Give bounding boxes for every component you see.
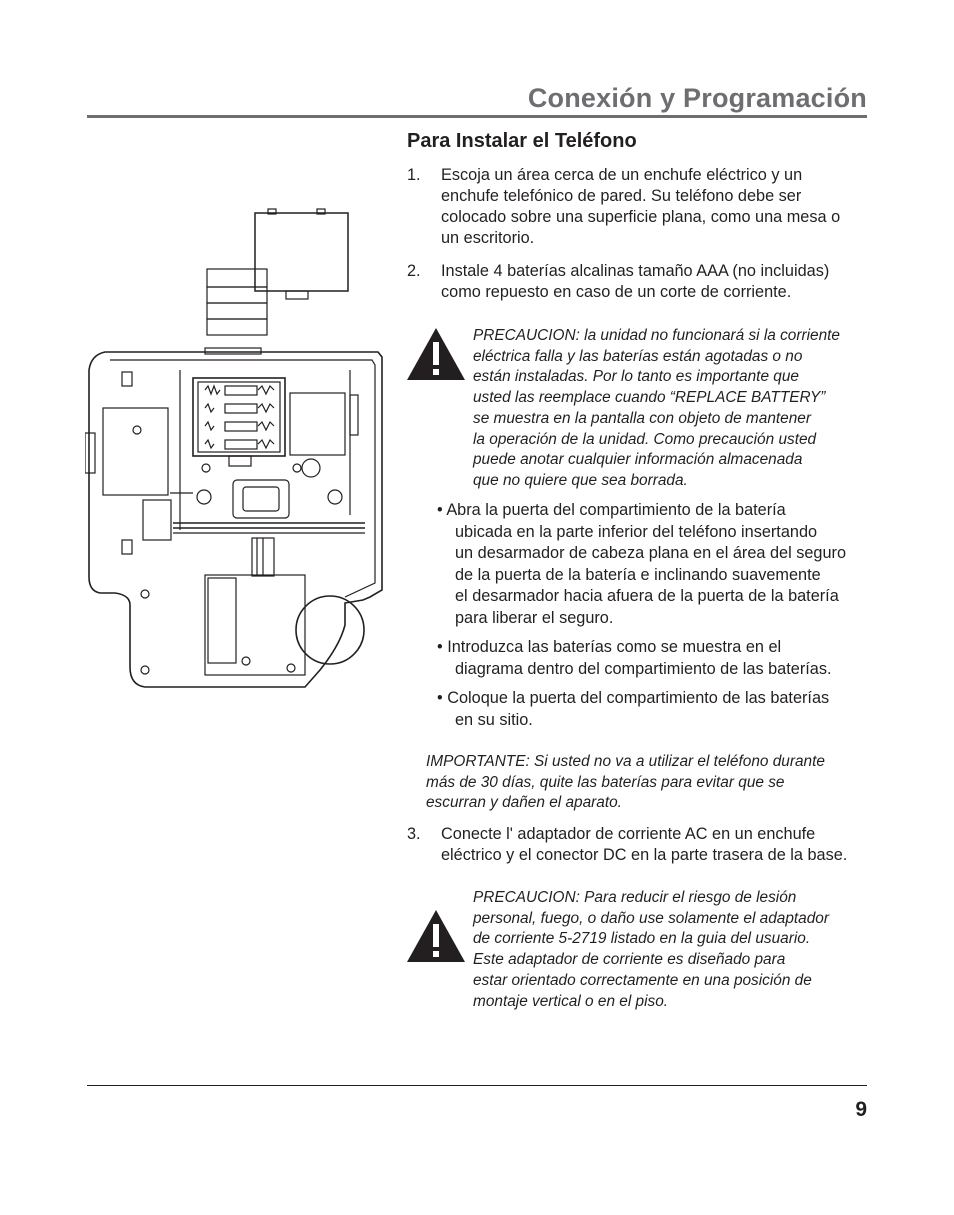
caution-line: usted las reemplace cuando “REPLACE BATTERY” (473, 389, 826, 407)
important-note (426, 752, 825, 814)
battery-compartment (193, 378, 285, 456)
caution-line: PRECAUCION: Para reducir el riesgo de lesión (473, 889, 797, 906)
step-line: un escritorio. (441, 229, 535, 247)
caution-line: estar orientado correctamente en una posición de (473, 971, 812, 989)
important-line: escurran y dañen el aparato. (426, 794, 622, 812)
step-line: enchufe telefónico de pared. Su teléfono debe ser (441, 187, 802, 205)
caution-line: la operación de la unidad. Como precaución usted (473, 430, 817, 448)
bullet-line: • Introduzca las baterías como se muestra en el (437, 638, 782, 656)
bullet-3 (437, 688, 829, 731)
important-line: más de 30 días, quite las baterías para evitar que se (426, 773, 785, 791)
caution-line: montaje vertical o en el piso. (473, 992, 669, 1010)
caution-line: personal, fuego, o daño use solamente el adaptador (473, 909, 829, 927)
caution-line: eléctrica falla y las baterías están agotadas o no (473, 347, 803, 365)
important-line: IMPORTANTE: Si usted no va a utilizar el teléfono durante (426, 753, 825, 770)
step-line: como repuesto en caso de un corte de corriente. (441, 283, 792, 301)
bullet-line: ubicada en la parte inferior del teléfono insertando (455, 522, 818, 541)
bullet-1 (437, 500, 846, 629)
step-number: 3. (407, 825, 421, 843)
caution-note-2 (473, 888, 863, 1012)
bullet-line: en su sitio. (455, 710, 533, 729)
caution-line: de corriente 5-2719 listado en la guia del usuario. (473, 930, 811, 948)
warning-triangle-icon (407, 910, 465, 962)
warning-triangle-icon (407, 328, 465, 380)
header-rule (87, 115, 867, 118)
step-line: Escoja un área cerca de un enchufe eléctrico y un (441, 166, 803, 184)
caution-line: puede anotar cualquier información almacenada (473, 451, 803, 469)
section-title: Para Instalar el Teléfono (407, 130, 637, 152)
step-line: colocado sobre una superficie plana, como una mesa o (441, 208, 841, 226)
page-number: 9 (855, 1098, 867, 1121)
step-line: Instale 4 baterías alcalinas tamaño AAA (no incluidas) (441, 262, 830, 280)
bullet-line: el desarmador hacia afuera de la puerta de la batería (455, 587, 839, 605)
caution-line: PRECAUCION: la unidad no funcionará si la corriente (473, 327, 840, 344)
footer-rule (87, 1085, 867, 1086)
battery-door (255, 213, 348, 291)
bullet-2 (437, 637, 831, 680)
caution-line: que no quiere que sea borrada. (473, 471, 688, 489)
step-line: Conecte l' adaptador de corriente AC en un enchufe (441, 825, 816, 843)
bullet-line: diagrama dentro del compartimiento de las baterías. (455, 659, 832, 678)
caution-line: Este adaptador de corriente es diseñado para (473, 951, 786, 969)
phone-battery-compartment-diagram (85, 205, 385, 705)
round-foot (296, 596, 364, 664)
bullet-line: para liberar el seguro. (455, 608, 614, 627)
step-line: eléctrico y el conector DC en la parte trasera de la base. (441, 846, 848, 864)
caution-note-1 (473, 326, 863, 492)
bullet-line: un desarmador de cabeza plana en el área del seguro (455, 544, 847, 562)
bullet-line: • Abra la puerta del compartimiento de la batería (437, 501, 786, 519)
step-number: 1. (407, 166, 421, 184)
page-header-title: Conexión y Programación (527, 83, 867, 113)
bullet-line: de la puerta de la batería e inclinando suavemente (455, 565, 821, 584)
caution-line: están instaladas. Por lo tanto es importante que (473, 368, 799, 386)
bullet-line: • Coloque la puerta del compartimiento de las baterías (437, 689, 830, 707)
step-number: 2. (407, 262, 421, 280)
caution-line: se muestra en la pantalla con objeto de mantener (473, 409, 811, 427)
